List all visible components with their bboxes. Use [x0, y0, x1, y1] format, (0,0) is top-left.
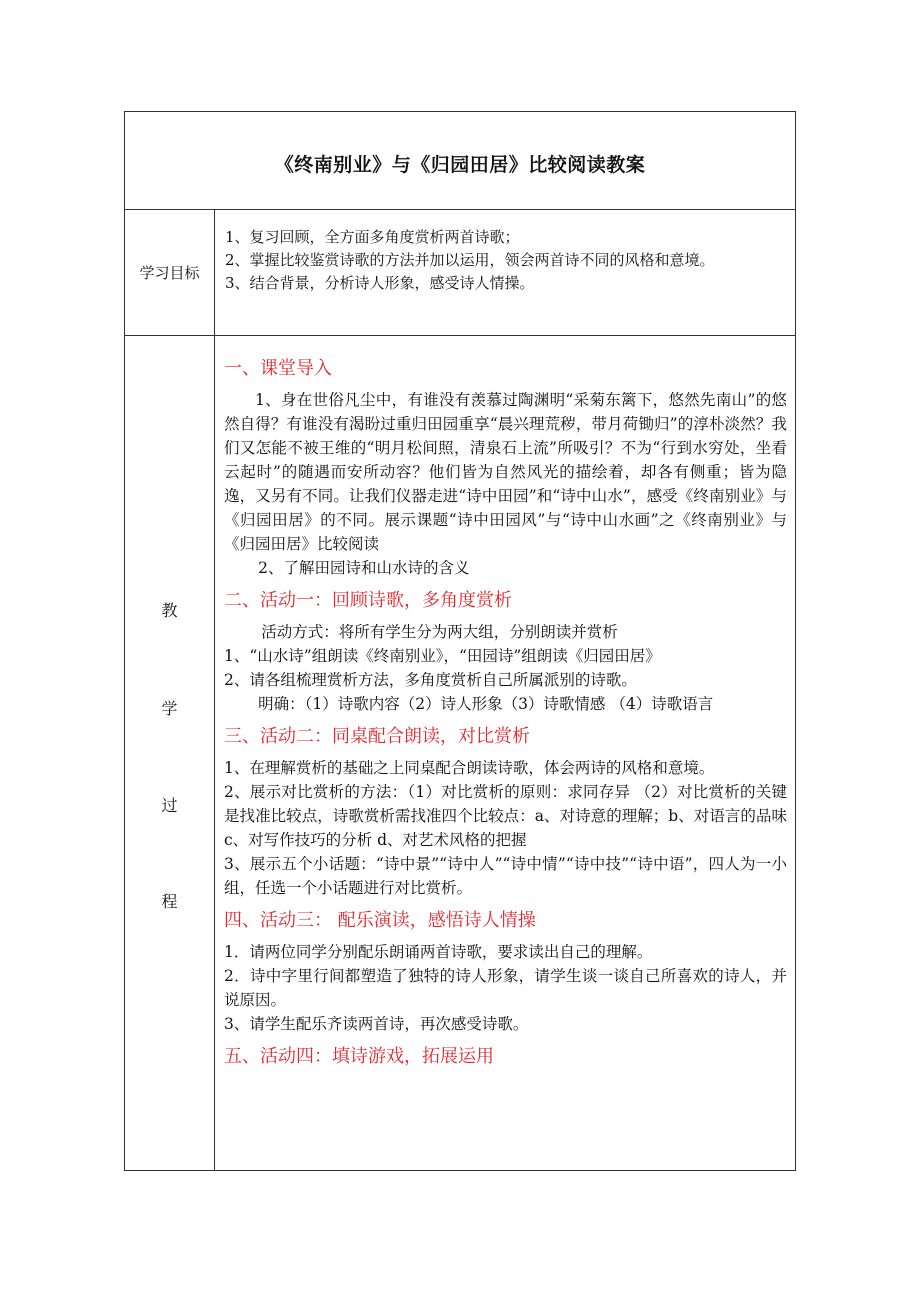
learning-goals-label-cell [125, 210, 215, 335]
section-paragraph: 1、身在世俗凡尘中，有谁没有羡慕过陶渊明“采菊东篱下，悠然先南山”的悠然自得？有谁没有渴盼过重归田园重享“晨兴理荒秽，带月荷锄归”的淳朴淡然？我们又怎能不被王维的“明月松间照，清泉石上流”所吸引？不为“行到水穷处，坐看云起时”的随遇而安所动容？他们皆为自然风光的描绘着，却各有侧重；皆为隐逸，又另有不同。让我们仪器走进“诗中田园”和“诗中山水”，感受《终南别业》与《归园田居》的不同。展示课题“诗中田园风”与“诗中山水画”之《终南别业》与《归园田居》比较阅读 [224, 391, 787, 553]
section-paragraph: 2、请各组梳理赏析方法，多角度赏析自己所属派别的诗歌。 [224, 671, 637, 689]
goal-item: 3、结合背景，分析诗人形象，感受诗人情操。 [225, 274, 535, 292]
section-paragraph: 2、了解田园诗和山水诗的含义 [258, 559, 470, 577]
teaching-process-row [125, 336, 795, 1170]
section-heading: 三、活动二：同桌配合朗读，对比赏析 [224, 726, 530, 747]
teaching-process-label-cell [125, 336, 215, 1170]
process-label-char: 教 [161, 601, 178, 620]
page-title: 《终南别业》与《归园田居》比较阅读教案 [274, 154, 646, 176]
section-paragraph: 1、在理解赏析的基础之上同桌配合朗读诗歌，体会两诗的风格和意境。 [224, 759, 715, 777]
section-paragraph: 2．诗中字里行间都塑造了独特的诗人形象，请学生谈一谈自己所喜欢的诗人，并说原因。 [224, 967, 787, 1009]
learning-goals-label: 学习目标 [139, 264, 200, 282]
learning-goals-content [215, 210, 795, 335]
section-paragraph: 1．请两位同学分别配乐朗诵两首诗歌，要求读出自己的理解。 [224, 943, 653, 961]
section-paragraph: 3、展示五个小话题：“诗中景”“诗中人”“诗中情”“诗中技”“诗中语”，四人为一小组，任选一个小话题进行对比赏析。 [224, 855, 787, 897]
goal-item: 1、复习回顾，全方面多角度赏析两首诗歌； [225, 228, 520, 246]
lesson-plan-table [124, 111, 796, 1171]
section-paragraph: 1、“山水诗”组朗读《终南别业》，“田园诗”组朗读《归园田居》 [224, 647, 661, 665]
section-heading: 二、活动一：回顾诗歌，多角度赏析 [224, 590, 512, 611]
goal-item: 2、掌握比较鉴赏诗歌的方法并加以运用，领会两首诗不同的风格和意境。 [225, 251, 715, 269]
section-paragraph: 明确：（1）诗歌内容（2）诗人形象（3）诗歌情感 （4）诗歌语言 [258, 695, 714, 713]
process-label-char: 学 [161, 699, 178, 718]
process-label-char: 程 [161, 892, 178, 911]
section-heading: 四、活动三： 配乐演读，感悟诗人情操 [224, 910, 536, 931]
section-heading: 五、活动四：填诗游戏，拓展运用 [224, 1046, 494, 1067]
title-row [125, 112, 795, 210]
process-label-char: 过 [161, 796, 178, 815]
section-paragraph: 3、请学生配乐齐读两首诗，再次感受诗歌。 [224, 1015, 529, 1033]
teaching-process-content [215, 336, 795, 1170]
section-paragraph: 活动方式：将所有学生分为两大组，分别朗读并赏析 [261, 623, 618, 641]
section-paragraph: 2、展示对比赏析的方法：（1）对比赏析的原则：求同存异 （2）对比赏析的关键是找准比较点，诗歌赏析需找准四个比较点：a、对诗意的理解；b、对语言的品味 c、对写作技巧的分析 d、对艺术风格的把握 [224, 783, 787, 849]
learning-goals-row [125, 210, 795, 336]
section-heading: 一、课堂导入 [224, 358, 332, 379]
